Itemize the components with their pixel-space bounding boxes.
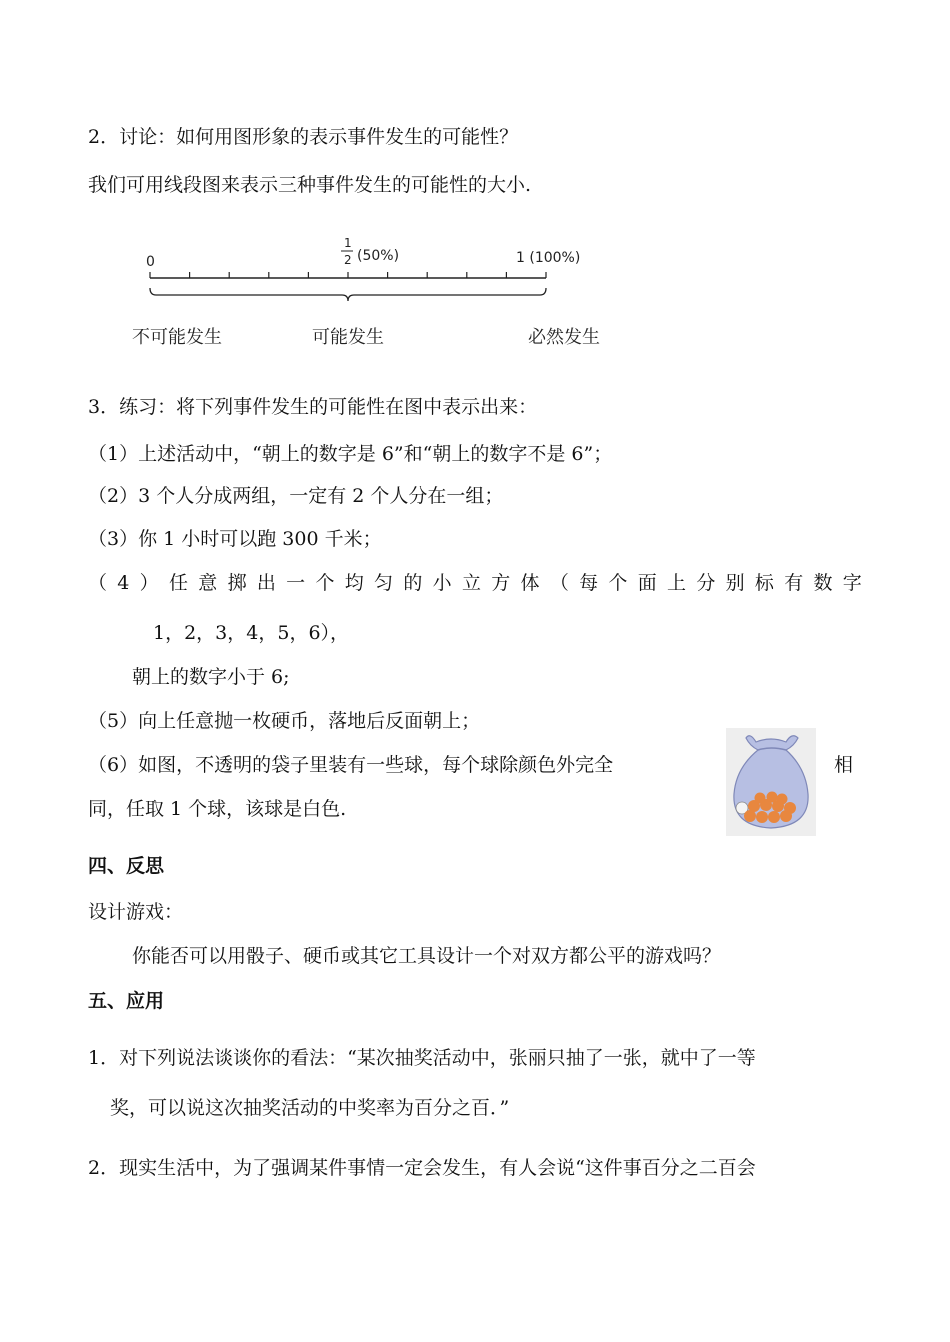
scale-ticks: [150, 272, 546, 278]
scale-label-zero: 0: [146, 254, 155, 270]
ball-bag-image: [726, 728, 816, 836]
practice-item-4-line3: 朝上的数字小于 6;: [132, 666, 290, 688]
item4-char: 分: [696, 572, 716, 594]
item4-char: 立: [461, 572, 481, 594]
item4-char: 小: [432, 572, 452, 594]
item4-char: 的: [403, 572, 423, 594]
probability-scale: [120, 228, 620, 353]
practice-item-3: （3）你 1 小时可以跑 300 千米；: [88, 528, 382, 550]
practice-item-6-line2: 同，任取 1 个球，该球是白色.: [88, 798, 347, 820]
event-possible-label: 可能发生: [312, 327, 384, 348]
practice-item-4-line2: 1，2，3，4，5，6），: [153, 622, 350, 644]
reflection-heading: 四、反思: [88, 855, 165, 877]
event-impossible-label: 不可能发生: [132, 327, 222, 348]
item4-char: 出: [256, 572, 276, 594]
item4-char: 上: [667, 572, 687, 594]
practice-heading: 3．练习：将下列事件发生的可能性在图中表示出来：: [88, 396, 538, 418]
item4-char: 个: [608, 572, 628, 594]
item4-char: 个: [315, 572, 335, 594]
application-heading: 五、应用: [88, 990, 165, 1012]
item4-char: 掷: [227, 572, 247, 594]
scale-label-one: 1 (100%): [516, 250, 581, 266]
application-q1-line2: 奖，可以说这次抽奖活动的中奖率为百分之百．”: [110, 1097, 510, 1119]
reflection-question: 你能否可以用骰子、硬币或其它工具设计一个对双方都公平的游戏吗？: [132, 945, 722, 967]
practice-item-6-line1: （6）如图，不透明的袋子里装有一些球，每个球除颜色外完全: [88, 754, 614, 776]
scale-label-half-den: 2: [344, 253, 352, 267]
practice-item-4-line1: [88, 570, 862, 596]
item4-char: 一: [286, 572, 306, 594]
item4-char: 4: [117, 572, 130, 594]
item4-char: （: [549, 572, 569, 594]
scale-brace: [150, 288, 546, 301]
item4-char: 每: [579, 572, 599, 594]
scale-label-half-num: 1: [344, 236, 352, 250]
item4-char: 面: [637, 572, 657, 594]
application-q2-line1: 2．现实生活中，为了强调某件事情一定会发生，有人会说“这件事百分之二百会: [88, 1157, 756, 1179]
application-q1-line1: 1．对下列说法谈谈你的看法：“某次抽奖活动中，张丽只抽了一张，就中了一等: [88, 1047, 756, 1069]
item4-char: 数: [813, 572, 833, 594]
discussion-heading: 2．讨论：如何用图形象的表示事件发生的可能性？: [88, 126, 519, 148]
practice-item-6-tail: 相: [834, 754, 854, 776]
item4-char: 意: [198, 572, 218, 594]
item4-char: 别: [725, 572, 745, 594]
item4-char: 任: [168, 572, 188, 594]
item4-char: 字: [842, 572, 862, 594]
practice-item-5: （5）向上任意抛一枚硬币，落地后反面朝上；: [88, 710, 481, 732]
item4-char: 体: [520, 572, 540, 594]
item4-char: 方: [491, 572, 511, 594]
scale-label-half-pct: (50%): [357, 248, 400, 264]
reflection-sub: 设计游戏：: [88, 901, 184, 923]
practice-item-1: （1）上述活动中，“朝上的数字是 6”和“朝上的数字不是 6”；: [88, 443, 613, 465]
practice-item-2: （2）3 个人分成两组，一定有 2 个人分在一组；: [88, 485, 504, 507]
discussion-intro: 我们可用线段图来表示三种事件发生的可能性的大小.: [88, 174, 532, 196]
item4-char: 匀: [374, 572, 394, 594]
event-certain-label: 必然发生: [528, 327, 600, 348]
item4-char: 标: [754, 572, 774, 594]
item4-char: 有: [784, 572, 804, 594]
item4-char: （: [88, 572, 108, 594]
item4-char: ）: [139, 572, 159, 594]
item4-char: 均: [344, 572, 364, 594]
